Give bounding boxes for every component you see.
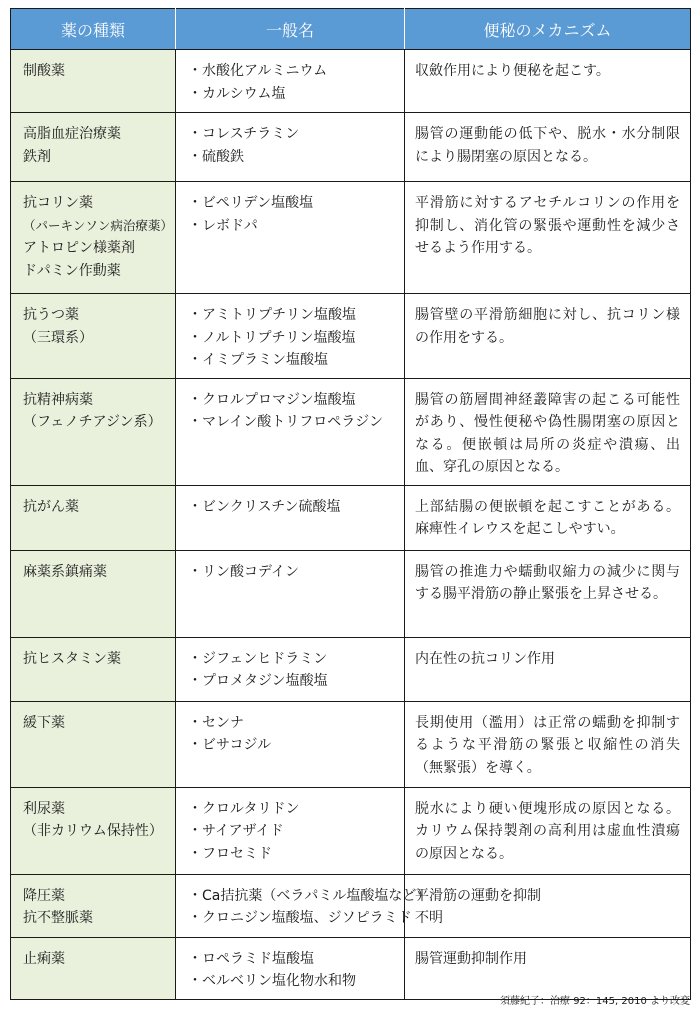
mechanism-cell: 腸管の推進力や蠕動収縮力の減少に関与する腸平滑筋の静止緊張を上昇させる。: [405, 550, 691, 637]
generic-name-item: ・マレイン酸トリフロペラジン: [188, 414, 383, 430]
drug-type-cell: [11, 50, 176, 113]
drug-type-line: 抗コリン薬: [23, 195, 93, 211]
drug-type-line: 抗精神病薬: [23, 391, 93, 408]
drug-type-line: 抗不整脈薬: [23, 910, 93, 926]
generic-name-item: ・サイアザイド: [188, 823, 284, 839]
table-row: [11, 182, 691, 294]
generic-name-item: ・ベルベリン塩化物水和物: [188, 973, 356, 989]
mechanism-cell: 平滑筋に対するアセチルコリンの作用を抑制し、消化管の緊張や運動性を減少させるよう作用する。: [405, 182, 691, 294]
generic-names-cell: [176, 294, 405, 379]
drug-type-cell: [11, 874, 176, 937]
generic-names-cell: [176, 701, 405, 787]
mechanism-cell: 腸管の運動能の低下や、脱水・水分制限により腸閉塞の原因となる。: [405, 113, 691, 182]
generic-names-cell: [176, 787, 405, 874]
table-row: [11, 550, 691, 637]
generic-name-item: ・センナ: [188, 714, 244, 731]
drug-type-cell: [11, 294, 176, 379]
generic-name-item: ・クロニジン塩酸塩、ジソピラミド: [188, 910, 412, 926]
drug-constipation-table: [10, 8, 691, 1000]
drug-type-line: 麻薬系鎮痛薬: [23, 563, 107, 580]
drug-type-line: 利尿薬: [23, 800, 65, 817]
generic-names-cell: [176, 485, 405, 550]
mechanism-cell: 腸管壁の平滑筋細胞に対し、抗コリン様の作用をする。: [405, 294, 691, 379]
generic-name-item: ・ビンクリスチン硫酸塩: [188, 498, 341, 515]
drug-type-line: 制酸薬: [23, 63, 65, 79]
generic-names-cell: [176, 378, 405, 485]
drug-type-line: 鉄剤: [23, 148, 51, 165]
drug-type-line: （非カリウム保持性）: [23, 823, 163, 839]
source-citation: 須藤紀子：治療 92：145, 2010 より改変: [500, 996, 690, 1007]
generic-name-item: ・コレスチラミン: [188, 126, 300, 142]
drug-type-line: 降圧薬: [23, 887, 65, 904]
generic-names-cell: [176, 937, 405, 999]
mechanism-cell: 内在性の抗コリン作用: [405, 637, 691, 701]
generic-name-item: ・クロルプロマジン塩酸塩: [188, 391, 356, 408]
table-row: [11, 637, 691, 701]
mechanism-cell: 上部結腸の便嵌頓を起こすことがある。麻痺性イレウスを起こしやすい。: [405, 485, 691, 550]
generic-name-item: ・ノルトリプチリン塩酸塩: [188, 329, 356, 346]
drug-type-cell: [11, 113, 176, 182]
generic-name-item: ・リン酸コデイン: [188, 563, 300, 580]
generic-names-cell: [176, 113, 405, 182]
drug-type-cell: [11, 637, 176, 701]
drug-type-line: 抗うつ薬: [23, 307, 79, 323]
drug-type-cell: [11, 378, 176, 485]
generic-name-item: ・Ca拮抗薬（ベラパミル塩酸塩など）: [188, 887, 431, 904]
generic-name-item: ・ビサコジル: [188, 737, 272, 753]
drug-type-cell: [11, 485, 176, 550]
drug-type-line: （パーキンソン病治療薬）: [23, 217, 173, 233]
generic-names-cell: [176, 550, 405, 637]
generic-name-item: ・イミプラミン塩酸塩: [188, 352, 328, 368]
drug-type-line: 抗ヒスタミン薬: [23, 650, 121, 667]
table-row: [11, 294, 691, 379]
drug-type-line: アトロピン様薬剤: [23, 240, 135, 256]
generic-name-item: ・ビペリデン塩酸塩: [188, 195, 314, 211]
generic-name-item: ・プロメタジン塩酸塩: [188, 673, 328, 689]
generic-names-cell: [176, 874, 431, 937]
generic-names-cell: [176, 182, 405, 294]
drug-type-line: ドパミン作動薬: [23, 262, 121, 279]
drug-type-cell: [11, 937, 176, 999]
table-row: [11, 378, 691, 485]
table-header: [11, 9, 691, 50]
drug-type-line: 抗がん薬: [23, 498, 79, 515]
drug-type-line: （三環系）: [23, 329, 93, 346]
table-row: [11, 50, 691, 113]
mechanism-cell: 平滑筋の運動を抑制 不明: [405, 874, 691, 937]
generic-names-cell: [176, 50, 405, 113]
drug-type-cell: [11, 550, 176, 637]
table-row: [11, 787, 691, 874]
header-drug-type: 薬の種類: [11, 9, 176, 50]
table-body: [11, 50, 691, 1000]
table-row: [11, 937, 691, 999]
mechanism-cell: 腸管の筋層間神経叢障害の起こる可能性があり、慢性便秘や偽性腸閉塞の原因となる。便嵌頓は局所の炎症や潰瘍、出血、穿孔の原因となる。: [405, 378, 691, 485]
drug-type-line: （フェノチアジン系）: [23, 414, 162, 430]
mechanism-cell: 腸管運動抑制作用: [405, 937, 691, 999]
table-row: [11, 485, 691, 550]
generic-name-item: ・硫酸鉄: [188, 148, 244, 165]
table-row: [11, 701, 691, 787]
drug-type-line: 止痢薬: [23, 950, 65, 967]
drug-type-cell: [11, 787, 176, 874]
generic-name-item: ・カルシウム塩: [188, 85, 286, 102]
mechanism-cell: 長期使用（濫用）は正常の蠕動を抑制するような平滑筋の緊張と収縮性の消失（無緊張）を導く。: [405, 701, 691, 787]
generic-name-item: ・クロルタリドン: [188, 800, 300, 817]
drug-type-cell: [11, 701, 176, 787]
drug-type-cell: [11, 182, 176, 294]
mechanism-cell: 収斂作用により便秘を起こす。: [405, 50, 691, 113]
generic-name-item: ・アミトリプチリン塩酸塩: [188, 307, 356, 323]
header-mechanism: 便秘のメカニズム: [405, 9, 691, 50]
generic-name-item: ・ロペラミド塩酸塩: [188, 950, 314, 967]
generic-name-item: ・フロセミド: [188, 845, 272, 862]
generic-name-item: ・レボドパ: [188, 217, 258, 234]
mechanism-cell: 脱水により硬い便塊形成の原因となる。カリウム保持製剤の高利用は虚血性潰瘍の原因となる。: [405, 787, 691, 874]
drug-type-line: 緩下薬: [23, 714, 65, 731]
generic-names-cell: [176, 637, 405, 701]
header-generic-name: 一般名: [176, 9, 405, 50]
generic-name-item: ・水酸化アルミニウム: [188, 63, 328, 79]
drug-type-line: 高脂血症治療薬: [23, 126, 121, 142]
table-row: [11, 113, 691, 182]
table-row: [11, 874, 691, 937]
generic-name-item: ・ジフェンヒドラミン: [188, 650, 328, 667]
